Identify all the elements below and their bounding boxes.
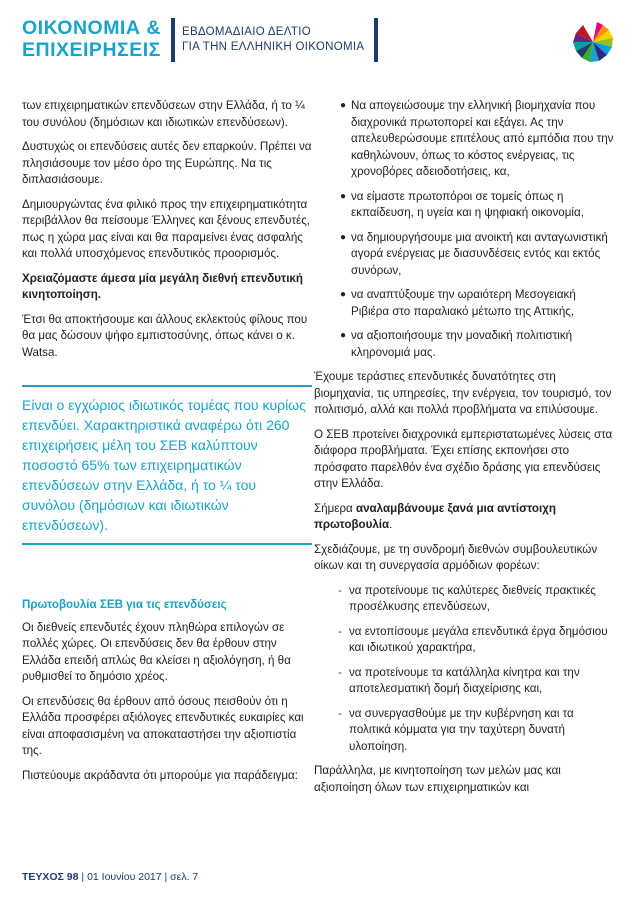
left-column [22,98,312,792]
bullet-list [314,98,616,361]
list-item-text: να είμαστε πρωτοπόροι σε τομείς όπως η εκπαίδευση, η υγεία και η ψηφιακή οικονομία, [351,189,584,219]
page-header [0,0,638,72]
header-divider-left [171,18,175,62]
paragraph: Έχουμε τεράστιες επενδυτικές δυνατότητες στη βιομηχανία, τις υπηρεσίες, την ενέργεια, τον τουρισμό, τον πολιτισμό, αλλά και πολλά προβλήματα να επιλύσουμε. [314,370,612,416]
paragraph: Δημιουργώντας ένα φιλικό προς την επιχειρηματικότητα περιβάλλον θα πείσουμε Έλληνες και ξένους επενδυτές, πως η χώρα μας είναι και θα παραμείνει ένας ασφαλής και πολλά υποσχόμενος επενδυτικός προορισμός. [22,197,311,260]
footer-separator: | [78,871,88,883]
bullet-icon: ● [340,330,347,341]
list-item [314,665,616,698]
header-divider-right [374,18,378,62]
dash-list [314,583,616,756]
brand-title [22,17,161,61]
list-item [314,189,616,222]
list-item [314,98,616,181]
dash-icon: - [338,706,342,720]
dash-icon: - [338,624,342,638]
list-item-text: να προτείνουμε τις καλύτερες διεθνείς πρακτικές προσέλκυσης επενδύσεων, [349,583,596,613]
list-item-text: Να απογειώσουμε την ελληνική βιομηχανία που διαχρονικά πρωτοπορεί και εξάγει. Ας την απελευθερώσουμε επιτέλους από εμπόδια που την καθηλώνουν, όπως το κόστος ενέργειας, τις χρονοβόρες αδειοδοτήσεις, κα, [351,99,614,178]
section-heading: Πρωτοβουλία ΣΕΒ για τις επενδύσεις [22,598,227,611]
paragraph: Δυστυχώς οι επενδύσεις αυτές δεν επαρκούν. Πρέπει να πλησιάσουμε τον μέσο όρο της Ευρώπης. Να τις διπλασιάσουμε. [22,140,312,186]
list-item-text: να συνεργασθούμε με την κυβέρνηση και τα πολιτικά κόμματα για την ταχύτερη δυνατή υλοποίηση. [349,706,574,753]
footer-separator: | [161,871,171,883]
list-item-text: να δημιουργήσουμε μια ανοικτή και ανταγωνιστική αγορά ενέργειας με διασυνδέσεις εντός και εκτός συνόρων, [351,230,608,277]
bullet-icon: ● [340,231,347,243]
bold-paragraph: Χρειαζόμαστε άμεσα μία μεγάλη διεθνή επενδυτική κινητοποίηση. [22,271,303,301]
paragraph: Παράλληλα, με κινητοποίηση των μελών μας και αξιοποίηση όλων των επιχειρηματικών και [314,764,561,794]
list-item [314,706,616,756]
list-item [314,230,616,280]
subtitle-line-2: ΓΙΑ ΤΗΝ ΕΛΛΗΝΙΚΗ ΟΙΚΟΝΟΜΙΑ [182,41,365,53]
dash-icon: - [338,583,342,597]
paragraph [314,501,616,534]
brand-line-1: ΟΙΚΟΝΟΜΙΑ & [22,17,161,39]
paragraph: Οι επενδύσεις θα έρθουν από όσους πεισθούν ότι η Ελλάδα προσφέρει αξιόλογες επενδυτικές ευκαιρίες και είναι αποφασισμένη να αποκαταστήσει την αξιοπιστία της. [22,694,304,757]
bullet-icon: ● [340,190,347,202]
pull-quote: Είναι ο εγχώριος ιδιωτικός τομέας που κυρίως επενδύει. Χαρακτηριστικά αναφέρω ότι 260 επιχειρήσεις μέλη του ΣΕΒ καλύπτουν ποσοστό 65% των επιχειρηματικών επενδύσεων στην Ελλάδα, ή το ¼ του συνόλου (δημόσιων και ιδιωτικών επενδύσεων). [22,385,312,545]
sev-logo-icon [571,20,615,64]
issue-number: ΤΕΥΧΟΣ 98 [22,871,79,883]
page-number: σελ. 7 [170,871,199,883]
list-item [314,583,616,616]
paragraph: Σχεδιάζουμε, με τη συνδρομή διεθνών συμβουλευτικών οίκων και τη συνεργασία αρμόδιων φορέων: [314,542,598,572]
dash-icon: - [338,665,342,679]
bullet-icon: ● [340,289,347,300]
list-item-text: να αναπτύξουμε την ωραιότερη Μεσογειακή Ριβιέρα στο παραλιακό μέτωπο της Αττικής, [351,288,576,318]
paragraph-text: . [389,518,393,531]
brand-line-2: ΕΠΙΧΕΙΡΗΣΕΙΣ [22,39,161,61]
list-item [314,624,616,657]
paragraph: Έτσι θα αποκτήσουμε και άλλους εκλεκτούς φίλους που θα μας δώσουν ψήφο εμπιστοσύνης, όπως κάνει ο κ. Watsa. [22,312,308,359]
list-item-text: να αξιοποιήσουμε την μοναδική πολιτιστική κληρονομιά μας. [351,329,573,359]
page-footer [22,871,198,883]
list-item-text: να προτείνουμε τα κατάλληλα κίνητρα και την αποτελεσματική δομή διαχείρισης και, [349,665,580,695]
paragraph: των επιχειρηματικών επενδύσεων στην Ελλάδα, ή το ¼ του συνόλου (δημόσιων και ιδιωτικών επενδύσεων). [22,99,305,129]
right-column [314,98,616,804]
bulletin-subtitle [182,25,364,55]
paragraph: Ο ΣΕΒ προτείνει διαχρονικά εμπεριστατωμένες λύσεις στα διάφορα προβλήματα. Έχει επίσης εκπονήσει στο πρόσφατο παρελθόν ένα σχέδιο δράσης για επενδύσεις στην Ελλάδα. [314,427,613,490]
paragraph: Πιστεύουμε ακράδαντα ότι μπορούμε για παράδειγμα: [22,768,298,782]
paragraph-text: Σήμερα [314,501,356,515]
subtitle-line-1: ΕΒΔΟΜΑΔΙΑΙΟ ΔΕΛΤΙΟ [182,26,311,38]
list-item-text: να εντοπίσουμε μεγάλα επενδυτικά έργα δημόσιου και ιδιωτικού χαρακτήρα, [349,624,608,654]
bold-phrase: αναλαμβάνουμε ξανά μια αντίστοιχη πρωτοβουλία [314,501,556,531]
list-item [314,287,616,320]
bullet-icon: ● [340,100,347,111]
paragraph: Οι διεθνείς επενδυτές έχουν πληθώρα επιλογών σε πολλές χώρες. Οι επενδύσεις δεν θα έρθουν στην Ελλάδα επειδή απλώς θα κλείσει η αξιολόγηση, ή θα ρυθμισθεί το δημόσιο χρέος. [22,620,291,683]
issue-date: 01 Ιουνίου 2017 [87,871,162,883]
list-item [314,328,616,361]
